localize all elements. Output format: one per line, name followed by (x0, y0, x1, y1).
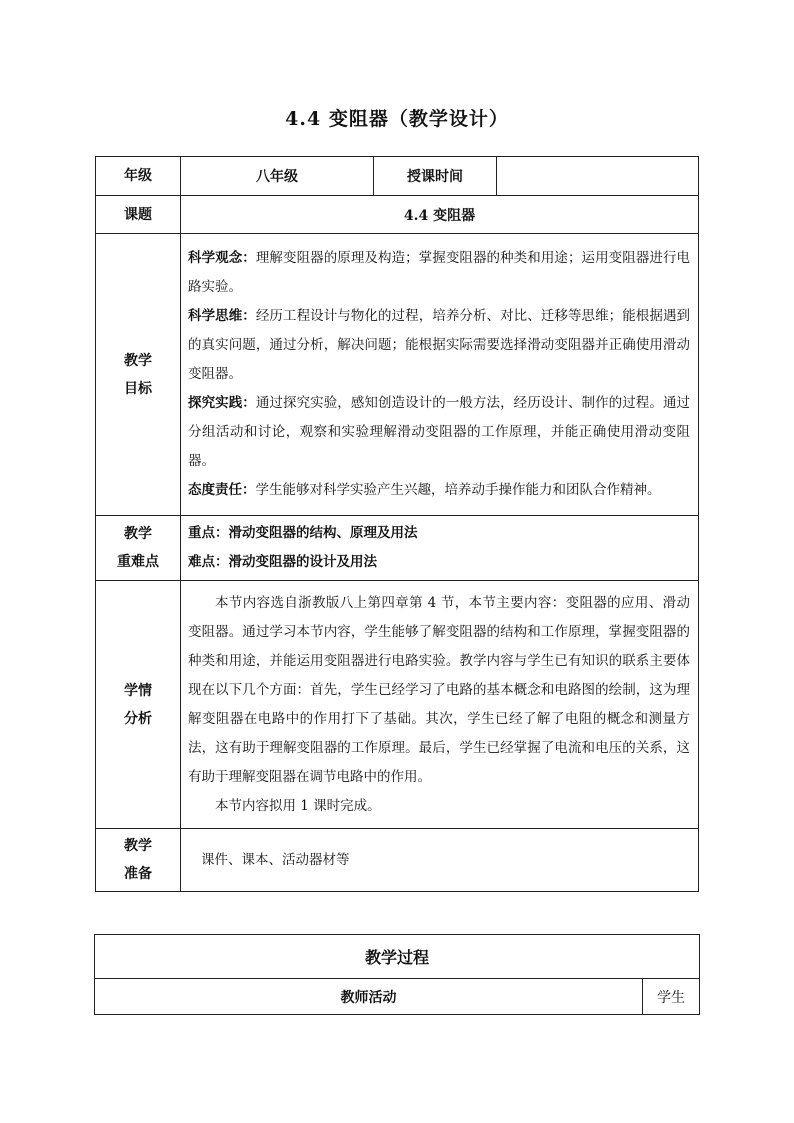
preparation-content: 课件、课本、活动器材等 (181, 829, 699, 892)
goals-row (96, 234, 699, 516)
key-points-content (181, 516, 699, 581)
document-title: 4.4 变阻器（教学设计） (285, 108, 509, 130)
goal-attitude-responsibility (188, 476, 690, 505)
goals-label-line2: 目标 (124, 380, 152, 397)
teaching-process-table (94, 934, 700, 1015)
process-title: 教学过程 (95, 935, 700, 979)
goal-heading: 科学思维： (188, 308, 256, 324)
grade-row (96, 157, 699, 196)
lesson-info-table (95, 156, 699, 892)
teacher-activity-header: 教师活动 (95, 979, 643, 1015)
goal-text: 理解变阻器的原理及构造；掌握变阻器的种类和用途；运用变阻器进行电路实验。 (188, 250, 691, 295)
key-label-line1: 教学 (124, 526, 152, 542)
prep-label-line2: 准备 (124, 866, 152, 882)
analysis-label-line1: 学情 (124, 682, 152, 699)
goals-content (181, 234, 699, 516)
analysis-paragraph: 本节内容选自浙教版八上第四章第 4 节，本节主要内容：变阻器的应用、滑动变阻器。通过学习本节内容，学生能够了解变阻器的结构和工作原理，掌握变阻器的种类和用途，并能运用变阻器进行电路实验。教学内容与学生已有知识的联系主要体现在以下几个方面：首先，学生已经学习了电路的基本概念和电路图的绘制，这为理解变阻器在电路中的作用打下了基础。其次，学生已经了解了电阻的概念和测量方法，这有助于理解变阻器的工作原理。最后，学生已经掌握了电流和电压的关系，这有助于理解变阻器在调节电路中的作用。 (188, 594, 690, 785)
key-points-label (96, 516, 181, 581)
goal-heading: 科学观念： (188, 250, 256, 266)
analysis-content (181, 581, 699, 829)
time-value (497, 157, 699, 196)
analysis-label (96, 581, 181, 829)
key-points-row (96, 516, 699, 581)
student-header: 学生 (643, 979, 700, 1015)
grade-value: 八年级 (181, 157, 374, 196)
goal-science-thinking (188, 302, 690, 389)
time-label: 授课时间 (374, 157, 497, 196)
process-header-row (95, 979, 700, 1015)
goal-text: 通过探究实验，感知创造设计的一般方法，经历设计、制作的过程。通过分组活动和讨论，观察和实验理解滑动变阻器的工作原理，并能正确使用滑动变阻器。 (188, 395, 691, 469)
goal-heading: 探究实践： (188, 395, 256, 411)
goal-text: 经历工程设计与物化的过程，培养分析、对比、迁移等思维；能根据遇到的真实问题，通过分析，解决问题；能根据实际需要选择滑动变阻器并正确使用滑动变阻器。 (188, 308, 691, 382)
goal-text: 学生能够对科学实验产生兴趣，培养动手操作能力和团队合作精神。 (255, 482, 661, 498)
analysis-label-line2: 分析 (124, 710, 152, 727)
grade-label: 年级 (96, 157, 181, 196)
prep-label-line1: 教学 (124, 838, 152, 854)
topic-label: 课题 (96, 196, 181, 234)
preparation-label (96, 829, 181, 892)
goal-heading: 态度责任： (188, 482, 256, 498)
goals-label-line1: 教学 (124, 352, 152, 369)
process-title-row (95, 935, 700, 979)
key-point: 重点：滑动变阻器的结构、原理及用法 (188, 525, 418, 541)
difficult-point: 难点：滑动变阻器的设计及用法 (188, 554, 377, 570)
key-label-line2: 重难点 (117, 554, 159, 570)
goal-science-concept (188, 244, 690, 302)
goal-inquiry-practice (188, 389, 690, 476)
goals-label (96, 234, 181, 516)
analysis-duration: 本节内容拟用 1 课时完成。 (215, 797, 381, 814)
topic-row (96, 196, 699, 234)
preparation-row (96, 829, 699, 892)
analysis-row (96, 581, 699, 829)
topic-value: 4.4 变阻器 (181, 196, 699, 234)
